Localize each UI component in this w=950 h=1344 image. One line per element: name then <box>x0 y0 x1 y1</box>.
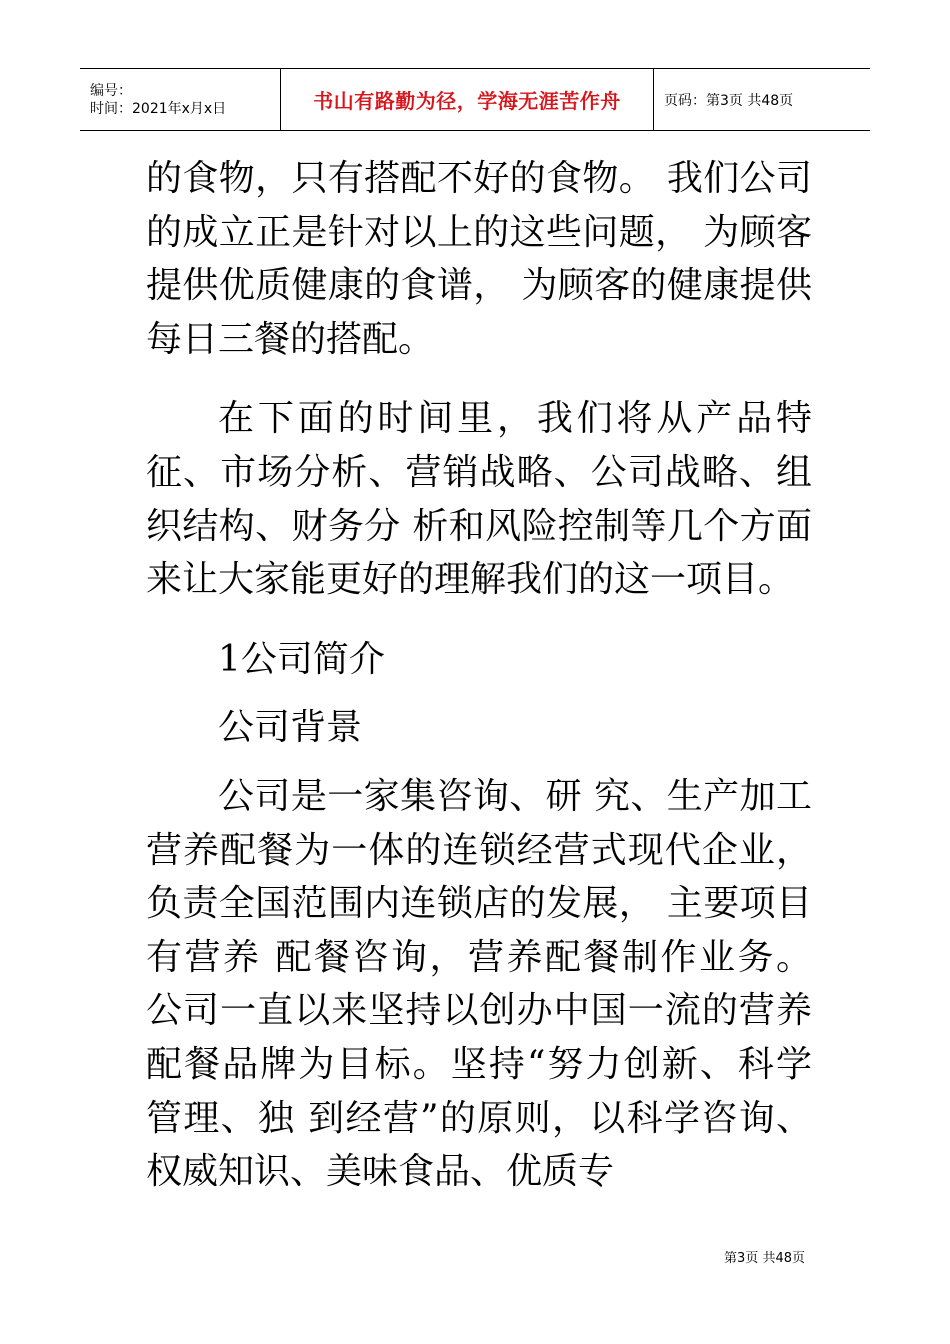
document-body <box>146 152 812 1199</box>
paragraph-continuation: 的食物，只有搭配不好的食物。 我们公司的成立正是针对以上的这些问题， 为顾客提供优质健康的食谱， 为顾客的健康提供 每日三餐的搭配。 <box>146 158 812 360</box>
paragraph-company-background: 公司是一家集咨询、研 究、生产加工营养配餐为一体的连锁经营式现代企业，负责全国范围内连锁店的发展， 主要项目有营养 配餐咨询，营养配餐制作业务。 公司一直以来坚持以创办中国一流的营养配餐品牌为目标。坚持“努力创新、科学管理、独 到经营”的原则，以科学咨询、权威知识、美味食品、优质专 <box>146 775 812 1193</box>
header-page-info <box>654 69 870 130</box>
header-meta <box>80 69 281 130</box>
motto-text: 书山有路勤为径，学海无涯苦作舟 <box>313 89 621 113</box>
header-motto <box>281 69 654 130</box>
section-heading-company-intro: 1公司简介 <box>218 638 385 680</box>
section-heading-company-background: 公司背景 <box>218 707 363 749</box>
footer-page-number: 第3页 共48页 <box>724 1251 805 1266</box>
page-header <box>80 68 870 131</box>
paragraph-overview: 在下面的时间里，我们将从产品特征、市场分析、营销战略、公司战略、组织结构、财务分 析和风险控制等几个方面来让大家能更好的理解我们的这一项目。 <box>146 398 812 601</box>
page-info-text: 页码：第3页 共48页 <box>664 92 794 109</box>
document-time: 时间：2021年x月x日 <box>90 100 227 117</box>
document-number-label: 编号： <box>90 82 132 99</box>
